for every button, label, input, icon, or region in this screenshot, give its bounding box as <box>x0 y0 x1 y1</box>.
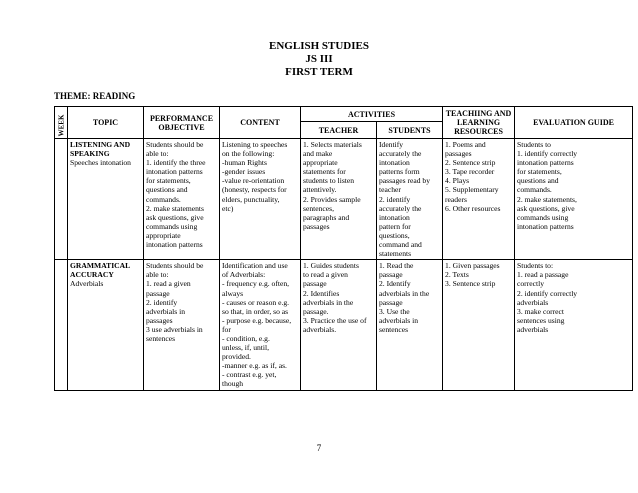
evaluation-cell-line: 2. make statements, <box>517 194 577 204</box>
evaluation-cell <box>515 260 633 390</box>
students-cell-line: 2. Identify <box>379 279 411 289</box>
performance-cell-line: questions and <box>146 185 188 195</box>
evaluation-cell-line: adverbials <box>517 297 549 307</box>
evaluation-cell-line: Students to: <box>517 261 554 271</box>
performance-cell <box>144 260 220 390</box>
topic-subtitle: Speeches intonation <box>70 158 131 168</box>
teacher-cell-line: attentively. <box>303 185 337 195</box>
resources-cell <box>443 260 515 390</box>
content-cell-line: - purpose e.g. because, <box>222 315 292 325</box>
topic-subtitle: Adverbials <box>70 279 104 289</box>
table-row <box>55 260 633 390</box>
evaluation-cell-line: intonation patterns <box>517 158 574 168</box>
teacher-cell-line: appropriate <box>303 158 338 168</box>
performance-cell-line: 2. make statements <box>146 203 204 213</box>
students-cell <box>377 139 443 260</box>
teacher-cell <box>301 139 377 260</box>
resources-cell-line: 5. Supplementary <box>445 185 499 195</box>
theme-heading: THEME: READING <box>54 91 136 101</box>
evaluation-cell-line: 2. identify correctly <box>517 288 578 298</box>
teacher-cell-line: sentences, <box>303 203 334 213</box>
evaluation-cell <box>515 139 633 260</box>
resources-cell-line: 1. Given passages <box>445 261 500 271</box>
content-cell-line: provided. <box>222 352 251 362</box>
document-title <box>0 40 638 79</box>
resources-header: TEACHIING AND LEARNING RESOURCES <box>443 107 515 139</box>
teacher-cell-line: 1. Guides students <box>303 261 359 271</box>
performance-cell-line: for statements, <box>146 176 191 186</box>
students-cell <box>377 260 443 390</box>
content-cell-line: - condition, e.g. <box>222 333 270 343</box>
activities-header: ACTIVITIES <box>301 107 443 122</box>
topic-cell-line: ACCURACY <box>70 270 114 280</box>
teacher-cell-line: passage <box>303 279 327 289</box>
performance-cell-line: sentences <box>146 333 176 343</box>
evaluation-cell-line: Students to <box>517 140 551 149</box>
evaluation-cell-line: questions and <box>517 176 559 186</box>
teacher-cell-line: 1. Selects materials <box>303 140 362 149</box>
students-cell-line: adverbials in <box>379 315 419 325</box>
content-cell-line: Identification and use <box>222 261 288 271</box>
performance-cell-line: Students should be <box>146 261 204 271</box>
students-cell-line: passage <box>379 270 403 280</box>
topic-cell <box>68 139 144 260</box>
resources-cell-line: passages <box>445 149 472 159</box>
content-cell-line: of Adverbials: <box>222 270 266 280</box>
content-cell-line: unless, if, until, <box>222 343 270 353</box>
content-cell-line: though <box>222 379 244 389</box>
evaluation-cell-line: 1. read a passage <box>517 270 569 280</box>
evaluation-header: EVALUATION GUIDE <box>515 107 633 139</box>
students-cell-line: teacher <box>379 185 401 195</box>
class-title: JS III <box>305 53 333 65</box>
evaluation-cell-line: commands. <box>517 185 552 195</box>
teacher-cell-line: 3. Practice the use of <box>303 315 367 325</box>
resources-cell <box>443 139 515 260</box>
students-header: STUDENTS <box>377 122 443 139</box>
students-cell-line: passages read by <box>379 176 431 186</box>
week-header: WEEK <box>55 107 68 139</box>
students-cell-line: patterns form <box>379 167 420 177</box>
students-cell-line: command and <box>379 240 422 250</box>
content-cell-line: always <box>222 288 244 298</box>
students-cell-line: 2. identify <box>379 194 411 204</box>
performance-cell-line: 1. identify the three <box>146 158 206 168</box>
teacher-cell-line: adverbials. <box>303 324 337 334</box>
resources-cell-line: 1. Poems and <box>445 140 486 149</box>
teacher-cell-line: students to listen <box>303 176 355 186</box>
performance-cell-line: ask questions, give <box>146 212 204 222</box>
evaluation-cell-line: commands using <box>517 212 569 222</box>
performance-cell-line: intonation patterns <box>146 240 203 250</box>
resources-cell-line: readers <box>445 194 467 204</box>
students-cell-line: adverbials in the <box>379 288 430 298</box>
students-cell-line: statements <box>379 249 412 259</box>
evaluation-cell-line: correctly <box>517 279 544 289</box>
table-row <box>55 139 633 260</box>
evaluation-cell-line: sentences using <box>517 315 565 325</box>
performance-cell-line: passage <box>146 288 170 298</box>
content-cell-line: etc) <box>222 203 234 213</box>
content-cell-line: -manner e.g. as if, as. <box>222 361 287 371</box>
students-cell-line: Identify <box>379 140 404 149</box>
performance-cell-line: commands using <box>146 221 198 231</box>
resources-cell-line: 2. Texts <box>445 270 469 280</box>
students-cell-line: 3. Use the <box>379 306 410 316</box>
topic-header: TOPIC <box>68 107 144 139</box>
topic-cell-line: LISTENING AND <box>70 140 131 149</box>
teacher-cell-line: 2. Provides sample <box>303 194 361 204</box>
content-cell-line: - frequency e.g. often, <box>222 279 290 289</box>
teacher-cell-line: adverbials in the <box>303 297 354 307</box>
teacher-cell-line: 2. Identifies <box>303 288 340 298</box>
evaluation-cell-line: for statements, <box>517 167 562 177</box>
performance-cell-line: commands. <box>146 194 181 204</box>
resources-cell-line: 6. Other resources <box>445 203 501 213</box>
performance-cell-line: intonation patterns <box>146 167 203 177</box>
teacher-header: TEACHER <box>301 122 377 139</box>
content-header: CONTENT <box>220 107 301 139</box>
topic-cell-line: GRAMMATICAL <box>70 261 131 271</box>
evaluation-cell-line: 3. make correct <box>517 306 565 316</box>
resources-cell-line: 2. Sentence strip <box>445 158 496 168</box>
resources-cell-line: 3. Tape recorder <box>445 167 495 177</box>
page-number: 7 <box>316 443 322 453</box>
students-cell-line: accurately the <box>379 149 422 159</box>
evaluation-cell-line: intonation patterns <box>517 221 574 231</box>
performance-cell-line: 3 use adverbials in <box>146 324 203 334</box>
students-cell-line: pattern for <box>379 221 411 231</box>
content-cell-line: -value re-orientation <box>222 176 285 186</box>
term-title: FIRST TERM <box>285 66 353 78</box>
teacher-cell-line: and make <box>303 149 333 159</box>
evaluation-cell-line: 1. identify correctly <box>517 149 578 159</box>
topic-cell-line: SPEAKING <box>70 149 110 159</box>
performance-cell-line: able to: <box>146 149 169 159</box>
subject-title: ENGLISH STUDIES <box>269 40 369 52</box>
content-cell-line: elders, punctuality, <box>222 194 280 204</box>
content-cell-line: -human Rights <box>222 158 267 168</box>
content-cell-line: on the following: <box>222 149 275 159</box>
students-cell-line: 1. Read the <box>379 261 414 271</box>
topic-cell <box>68 260 144 390</box>
content-cell <box>220 260 301 390</box>
week-cell <box>55 260 68 390</box>
teacher-cell-line: passage. <box>303 306 329 316</box>
content-cell-line: (honesty, respects for <box>222 185 287 195</box>
students-cell-line: intonation <box>379 158 410 168</box>
resources-cell-line: 4. Plays <box>445 176 470 186</box>
students-cell-line: questions, <box>379 230 410 240</box>
performance-cell-line: 1. read a given <box>146 279 191 289</box>
teacher-cell-line: paragraphs and <box>303 212 350 222</box>
students-cell-line: sentences <box>379 324 409 334</box>
teacher-cell-line: to read a given <box>303 270 348 280</box>
performance-cell-line: adverbials in <box>146 306 186 316</box>
teacher-cell-line: statements for <box>303 167 346 177</box>
resources-cell-line: 3. Sentence strip <box>445 279 496 289</box>
performance-cell-line: passages <box>146 315 173 325</box>
content-cell-line: - contrast e.g. yet, <box>222 370 277 380</box>
performance-header: PERFORMANCE OBJECTIVE <box>144 107 220 139</box>
performance-cell-line: appropriate <box>146 230 181 240</box>
evaluation-cell-line: ask questions, give <box>517 203 575 213</box>
content-cell <box>220 139 301 260</box>
week-cell <box>55 139 68 260</box>
teacher-cell-line: passages <box>303 221 330 231</box>
performance-cell-line: Students should be <box>146 140 204 149</box>
students-cell-line: accurately the <box>379 203 422 213</box>
performance-cell <box>144 139 220 260</box>
students-cell-line: intonation <box>379 212 410 222</box>
curriculum-table <box>54 106 633 391</box>
content-cell-line: -gender issues <box>222 167 266 177</box>
content-cell-line: Listening to speeches <box>222 140 288 149</box>
content-cell-line: so that, in order, so as <box>222 306 289 316</box>
performance-cell-line: able to: <box>146 270 169 280</box>
performance-cell-line: 2. identify <box>146 297 178 307</box>
teacher-cell <box>301 260 377 390</box>
content-cell-line: for <box>222 324 231 334</box>
evaluation-cell-line: adverbials <box>517 324 549 334</box>
content-cell-line: - causes or reason e.g. <box>222 297 290 307</box>
students-cell-line: passage <box>379 297 403 307</box>
